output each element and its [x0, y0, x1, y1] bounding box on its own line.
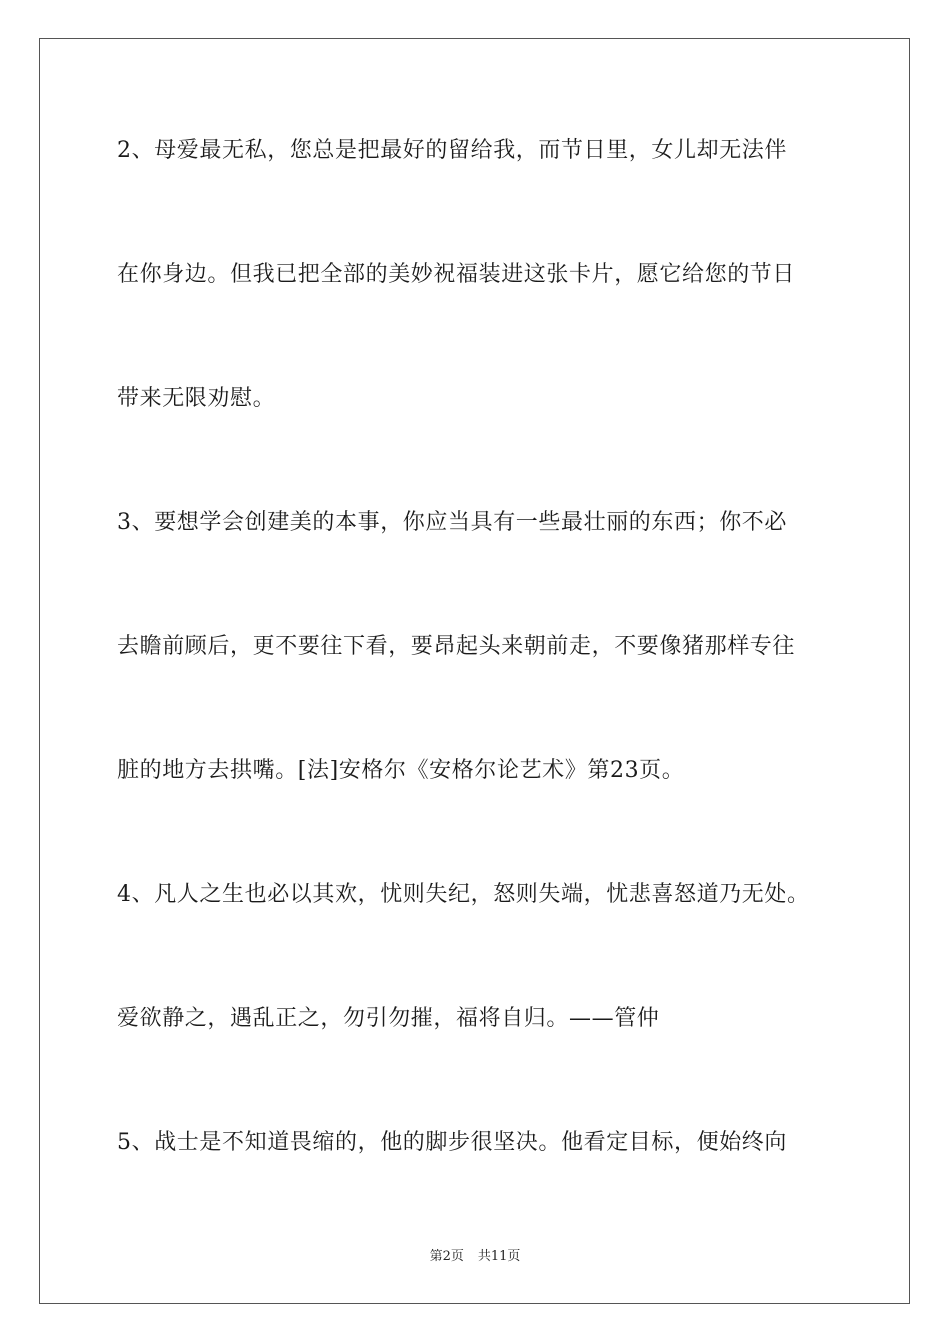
page-number: 第2页 [429, 1249, 464, 1264]
page-total: 共11页 [477, 1249, 521, 1264]
text-line-3: 带来无限劝慰。 [117, 386, 276, 411]
page-footer [0, 1248, 950, 1266]
text-line-5: 去瞻前顾后，更不要往下看，要昂起头来朝前走，不要像猪那样专往 [117, 634, 796, 659]
text-line-1: 2、母爱最无私，您总是把最好的留给我，而节日里，女儿却无法伴 [117, 138, 787, 163]
text-line-7: 4、凡人之生也必以其欢，忧则失纪，怒则失端，忧悲喜怒道乃无处。 [117, 882, 810, 907]
text-line-6: 脏的地方去拱嘴。[法]安格尔《安格尔论艺术》第23页。 [117, 758, 685, 783]
text-line-9: 5、战士是不知道畏缩的，他的脚步很坚决。他看定目标，便始终向 [117, 1130, 787, 1155]
text-line-4: 3、要想学会创建美的本事，你应当具有一些最壮丽的东西；你不必 [117, 510, 787, 535]
text-line-2: 在你身边。但我已把全部的美妙祝福装进这张卡片，愿它给您的节日 [117, 262, 796, 287]
text-line-8: 爱欲静之，遇乱正之，勿引勿摧，福将自归。——管仲 [117, 1006, 660, 1031]
page-frame [39, 38, 910, 1304]
